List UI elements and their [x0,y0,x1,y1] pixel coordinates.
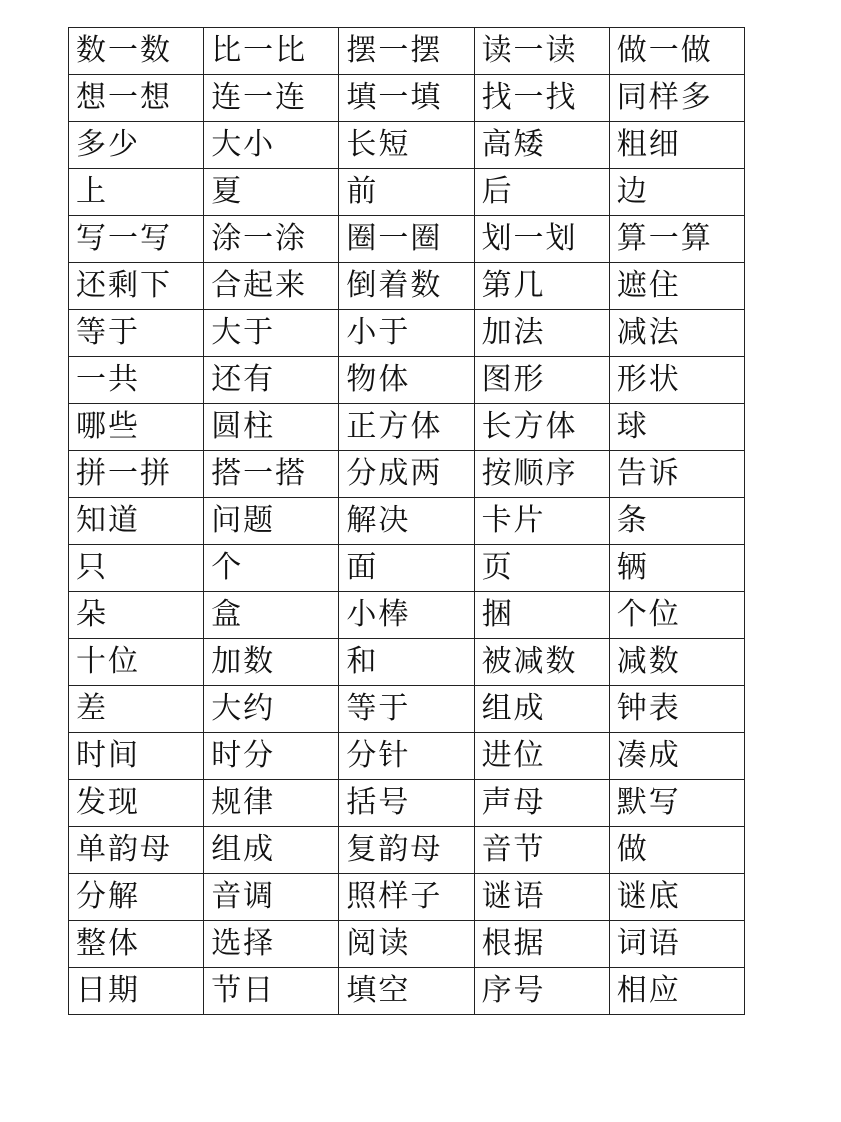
word-cell: 拼一拼 [69,451,204,498]
word-cell: 小棒 [339,592,474,639]
word-cell: 发现 [69,780,204,827]
word-cell: 凑成 [609,733,744,780]
word-cell: 物体 [339,357,474,404]
word-cell: 第几 [474,263,609,310]
word-cell: 圆柱 [204,404,339,451]
word-cell: 分成两 [339,451,474,498]
word-cell: 捆 [474,592,609,639]
table-row [69,451,745,498]
table-row [69,404,745,451]
word-cell: 边 [609,169,744,216]
table-row [69,545,745,592]
word-cell: 时分 [204,733,339,780]
word-cell: 形状 [609,357,744,404]
word-cell: 遮住 [609,263,744,310]
word-cell: 多少 [69,122,204,169]
word-cell: 按顺序 [474,451,609,498]
word-cell: 摆一摆 [339,28,474,75]
word-cell: 做一做 [609,28,744,75]
word-cell: 谜底 [609,874,744,921]
word-cell: 后 [474,169,609,216]
word-cell: 加数 [204,639,339,686]
word-cell: 读一读 [474,28,609,75]
word-cell: 分解 [69,874,204,921]
word-cell: 和 [339,639,474,686]
word-cell: 大约 [204,686,339,733]
table-row [69,686,745,733]
word-cell: 倒着数 [339,263,474,310]
word-cell: 辆 [609,545,744,592]
word-cell: 时间 [69,733,204,780]
word-cell: 做 [609,827,744,874]
word-cell: 规律 [204,780,339,827]
table-row [69,75,745,122]
word-cell: 条 [609,498,744,545]
word-cell: 进位 [474,733,609,780]
word-cell: 算一算 [609,216,744,263]
word-cell: 球 [609,404,744,451]
word-cell: 大于 [204,310,339,357]
word-cell: 阅读 [339,921,474,968]
word-cell: 正方体 [339,404,474,451]
word-cell: 被减数 [474,639,609,686]
word-cell: 问题 [204,498,339,545]
word-cell: 序号 [474,968,609,1015]
word-cell: 加法 [474,310,609,357]
word-cell: 填一填 [339,75,474,122]
word-cell: 面 [339,545,474,592]
word-cell: 前 [339,169,474,216]
word-cell: 夏 [204,169,339,216]
table-row [69,733,745,780]
word-cell: 合起来 [204,263,339,310]
word-cell: 复韵母 [339,827,474,874]
word-cell: 涂一涂 [204,216,339,263]
word-cell: 知道 [69,498,204,545]
word-cell: 卡片 [474,498,609,545]
word-cell: 照样子 [339,874,474,921]
word-cell: 小于 [339,310,474,357]
word-cell: 个位 [609,592,744,639]
table-row [69,639,745,686]
word-cell: 页 [474,545,609,592]
word-cell: 数一数 [69,28,204,75]
word-cell: 节日 [204,968,339,1015]
word-cell: 还剩下 [69,263,204,310]
word-cell: 十位 [69,639,204,686]
word-cell: 根据 [474,921,609,968]
table-row [69,216,745,263]
word-cell: 同样多 [609,75,744,122]
word-cell: 词语 [609,921,744,968]
word-cell: 高矮 [474,122,609,169]
word-cell: 盒 [204,592,339,639]
word-cell: 等于 [339,686,474,733]
word-cell: 想一想 [69,75,204,122]
word-cell: 个 [204,545,339,592]
word-cell: 等于 [69,310,204,357]
word-cell: 组成 [204,827,339,874]
word-cell: 哪些 [69,404,204,451]
table-row [69,921,745,968]
table-row [69,874,745,921]
word-cell: 粗细 [609,122,744,169]
word-cell: 减法 [609,310,744,357]
table-row [69,780,745,827]
word-cell: 填空 [339,968,474,1015]
word-cell: 只 [69,545,204,592]
table-row [69,263,745,310]
word-cell: 圈一圈 [339,216,474,263]
table-row [69,169,745,216]
word-cell: 谜语 [474,874,609,921]
word-cell: 音节 [474,827,609,874]
word-cell: 解决 [339,498,474,545]
word-cell: 还有 [204,357,339,404]
table-row [69,122,745,169]
table-row [69,357,745,404]
word-cell: 上 [69,169,204,216]
word-cell: 搭一搭 [204,451,339,498]
word-cell: 整体 [69,921,204,968]
word-cell: 图形 [474,357,609,404]
table-row [69,827,745,874]
vocabulary-table [68,27,745,1015]
table-row [69,592,745,639]
word-cell: 连一连 [204,75,339,122]
word-cell: 音调 [204,874,339,921]
table-row [69,498,745,545]
table-row [69,28,745,75]
word-cell: 长方体 [474,404,609,451]
word-cell: 大小 [204,122,339,169]
word-cell: 默写 [609,780,744,827]
word-cell: 划一划 [474,216,609,263]
word-cell: 朵 [69,592,204,639]
table-row [69,968,745,1015]
word-cell: 找一找 [474,75,609,122]
word-cell: 写一写 [69,216,204,263]
word-cell: 日期 [69,968,204,1015]
word-cell: 组成 [474,686,609,733]
vocabulary-table-body [69,28,745,1015]
word-cell: 分针 [339,733,474,780]
word-cell: 比一比 [204,28,339,75]
word-cell: 减数 [609,639,744,686]
table-row [69,310,745,357]
word-cell: 长短 [339,122,474,169]
word-cell: 括号 [339,780,474,827]
word-cell: 钟表 [609,686,744,733]
word-cell: 选择 [204,921,339,968]
word-cell: 告诉 [609,451,744,498]
word-cell: 相应 [609,968,744,1015]
word-cell: 单韵母 [69,827,204,874]
word-cell: 一共 [69,357,204,404]
word-cell: 差 [69,686,204,733]
word-cell: 声母 [474,780,609,827]
